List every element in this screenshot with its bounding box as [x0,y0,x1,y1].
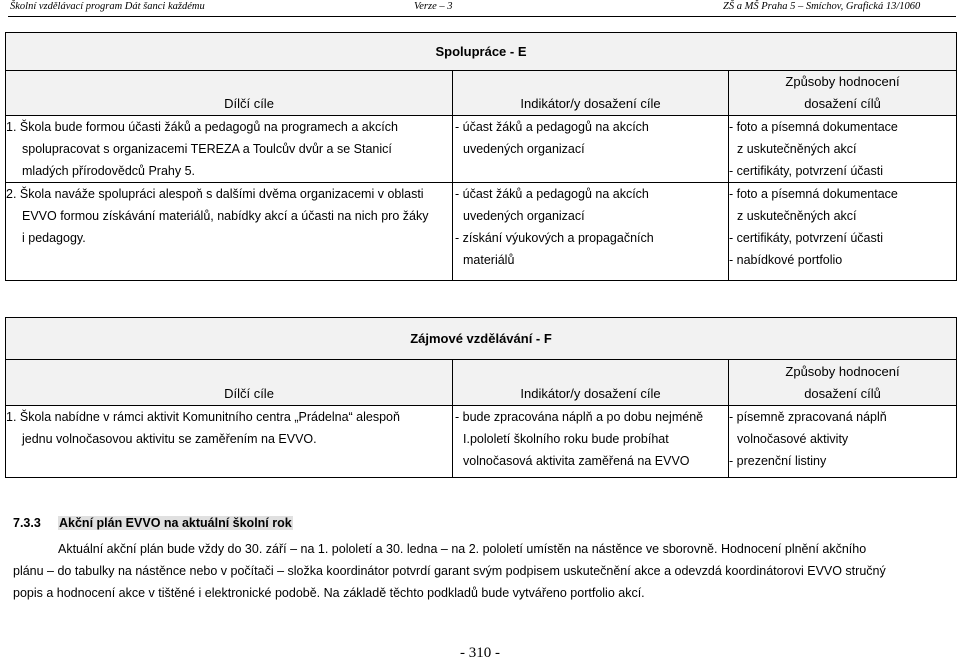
header-rule [8,16,956,17]
goal-cell: 1. Škola bude formou účasti žáků a pedagogů na programech a akcích spolupracovat s organizacemi TEREZA a Toulcův dvůr a se Stanicí mladých přírodovědců Prahy 5. [6,116,453,183]
column-header-goals: Dílčí cíle [6,360,453,406]
column-header-indicators: Indikátor/y dosažení cíle [453,360,729,406]
cooperation-table [5,32,957,281]
running-header [0,0,960,16]
header-version: Verze – 3 [414,1,453,12]
column-header-indicators: Indikátor/y dosažení cíle [453,71,729,116]
header-school-program: Školní vzdělávací program Dát šanci každému [10,1,205,12]
goal-cell: 2. Škola naváže spolupráci alespoň s dalšími dvěma organizacemi v oblasti EVVO formou získávání materiálů, nabídky akcí a účasti na nich pro žáky i pedagogy. [6,183,453,281]
evaluation-cell: - foto a písemná dokumentace z uskutečněných akcí - certifikáty, potvrzení účasti - nabídkové portfolio [729,183,957,281]
header-school-address: ZŠ a MŠ Praha 5 – Smíchov, Grafická 13/1060 [723,1,921,12]
goal-cell: 1. Škola nabídne v rámci aktivit Komunitního centra „Prádelna“ alespoň jednu volnočasovou aktivitu se zaměřením na EVVO. [6,406,453,478]
indicator-cell: - bude zpracována náplň a po dobu nejméně I.pololetí školního roku bude probíhat volnočasová aktivita zaměřená na EVVO [453,406,729,478]
evaluation-cell: - písemně zpracovaná náplň volnočasové aktivity - prezenční listiny [729,406,957,478]
section-title: Akční plán EVVO na aktuální školní rok [59,516,292,530]
column-header-evaluation: Způsoby hodnocení dosažení cílů [729,360,957,406]
section-paragraph [13,538,933,604]
paragraph-line: Aktuální akční plán bude vždy do 30. září – na 1. pololetí a 30. ledna – na 2. pololetí umístěn na nástěnce ve sborovně. Hodnocení plnění akčního [58,542,867,556]
paragraph-line: popis a hodnocení akce v tištěné i elektronické podobě. Na základě těchto podkladů bude vytvářeno portfolio akcí. [13,586,645,600]
column-header-evaluation: Způsoby hodnocení dosažení cílů [729,71,957,116]
paragraph-line: plánu – do tabulky na nástěnce nebo v počítači – složka koordinátor potvrdí garant svým podpisem uskutečnění akce a odevzdá koordinátorovi EVVO stručný [13,564,886,578]
section-heading [13,516,293,530]
column-header-goals: Dílčí cíle [6,71,453,116]
indicator-cell: - účast žáků a pedagogů na akcích uvedených organizací - získání výukových a propagačních materiálů [453,183,729,281]
section-number: 7.3.3 [13,516,41,530]
table-title: Spolupráce - E [6,33,957,71]
evaluation-cell: - foto a písemná dokumentace z uskutečněných akcí - certifikáty, potvrzení účasti [729,116,957,183]
page-number: - 310 - [460,645,500,661]
extracurricular-table [5,317,957,478]
table-title: Zájmové vzdělávání - F [6,318,957,360]
indicator-cell: - účast žáků a pedagogů na akcích uvedených organizací [453,116,729,183]
